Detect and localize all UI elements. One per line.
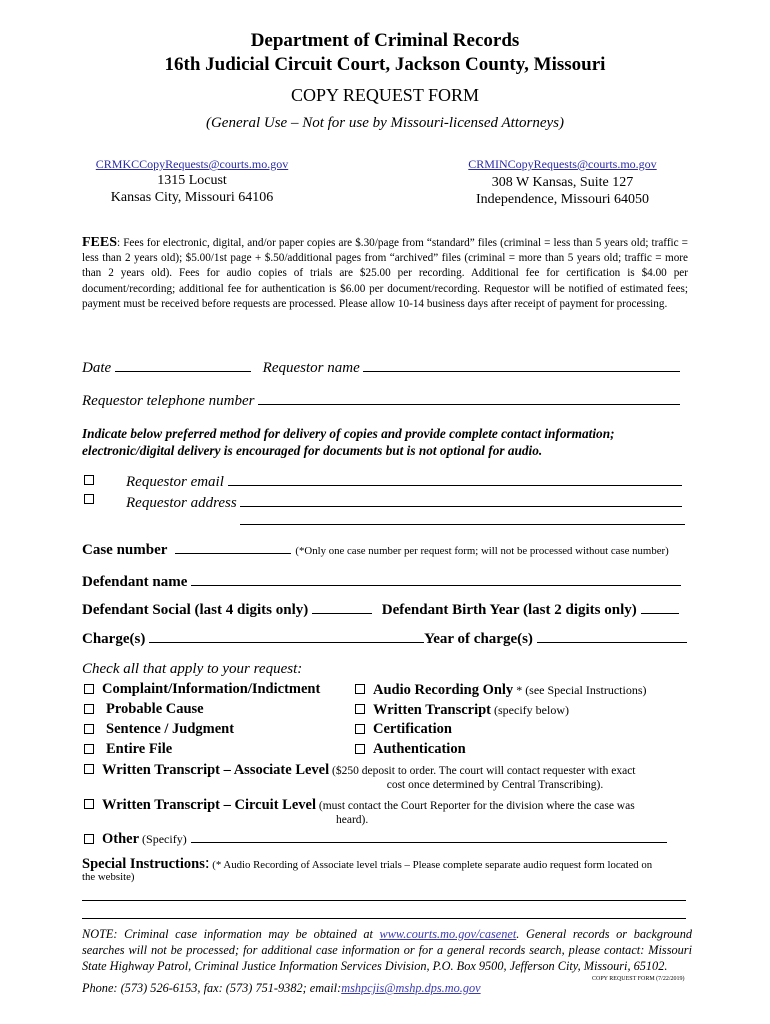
defendant-social-field[interactable]	[312, 600, 372, 614]
assoc-transcript-note: ($250 deposit to order. The court will contact requester with exact	[329, 765, 636, 777]
kc-street: 1315 Locust	[157, 173, 227, 188]
charges-row	[82, 629, 687, 648]
telephone-label: Requestor telephone number	[82, 393, 255, 409]
address-checkbox[interactable]	[84, 494, 94, 504]
email-row	[126, 472, 682, 491]
defendant-birth-field[interactable]	[641, 600, 679, 614]
form-title: COPY REQUEST FORM	[290, 85, 480, 105]
special-instructions-label: Special Instructions	[82, 856, 205, 872]
entire-file-label: Entire File	[106, 741, 173, 757]
telephone-row	[82, 391, 680, 410]
fees-paragraph	[82, 235, 688, 312]
written-transcript-note: (specify below)	[491, 703, 569, 717]
defendant-name-label: Defendant name	[82, 574, 188, 590]
sentence-label: Sentence / Judgment	[106, 721, 235, 737]
written-transcript-checkbox[interactable]	[355, 704, 365, 714]
probable-cause-checkbox[interactable]	[84, 704, 94, 714]
case-number-note: (*Only one case number per request form; will not be processed without case number)	[295, 545, 669, 557]
special-instructions-colon: :	[204, 853, 210, 872]
assoc-transcript-checkbox[interactable]	[84, 764, 94, 774]
kc-email-link[interactable]: CRMKCCopyRequests@courts.mo.gov	[95, 157, 289, 171]
department-title: Department of Criminal Records	[250, 30, 520, 51]
checklist-heading: Check all that apply to your request:	[82, 661, 303, 677]
assoc-transcript-note-2: cost once determined by Central Transcribing).	[386, 779, 604, 791]
note-paragraph	[82, 926, 692, 974]
assoc-transcript-item	[102, 761, 636, 779]
authentication-label: Authentication	[373, 741, 466, 757]
assoc-transcript-label: Written Transcript – Associate Level	[102, 762, 330, 778]
other-item	[102, 830, 667, 848]
special-instructions-text-2: the website)	[82, 871, 135, 883]
audio-recording-checkbox[interactable]	[355, 684, 365, 694]
requestor-name-label: Requestor name	[262, 360, 360, 376]
circuit-transcript-item	[102, 796, 635, 814]
special-instructions-line-2[interactable]	[82, 918, 686, 919]
defendant-id-row	[82, 600, 679, 619]
charges-label: Charge(s)	[82, 631, 146, 647]
complaint-label: Complaint/Information/Indictment	[102, 681, 321, 697]
ind-city: Independence, Missouri 64050	[475, 192, 650, 207]
charges-field[interactable]	[149, 629, 424, 643]
defendant-social-label: Defendant Social (last 4 digits only)	[82, 602, 309, 618]
email-field[interactable]	[228, 472, 682, 486]
email-checkbox[interactable]	[84, 475, 94, 485]
delivery-instructions: Indicate below preferred method for delivery of copies and provide complete contact information; electronic/digital delivery is encouraged for documents but is not optional for audio.	[82, 426, 615, 458]
special-instructions-line-1[interactable]	[82, 900, 686, 901]
sentence-checkbox[interactable]	[84, 724, 94, 734]
contact-phone: Phone: (573) 526-6153, fax: (573) 751-9382; email:	[82, 981, 342, 995]
written-transcript-item	[373, 701, 569, 719]
mshp-email-link[interactable]: mshpcjis@mshp.dps.mo.gov	[341, 981, 481, 995]
form-subtitle: (General Use – Not for use by Missouri-licensed Attorneys)	[205, 115, 564, 131]
defendant-name-field[interactable]	[191, 572, 681, 586]
authentication-checkbox[interactable]	[355, 744, 365, 754]
casenet-link[interactable]: www.courts.mo.gov/casenet	[379, 927, 517, 941]
note-suffix: . General records or background searches will not be processed; for additional case information or for a general records search, please contact: Missouri State Highway Patrol, Criminal Justice Information Services Division, P.O. Box 9500, Jefferson City, Missouri, 65102.	[82, 927, 692, 973]
email-label: Requestor email	[126, 474, 224, 490]
charge-year-label: Year of charge(s)	[424, 631, 533, 647]
charge-year-field[interactable]	[537, 629, 687, 643]
ind-street: 308 W Kansas, Suite 127	[491, 175, 634, 190]
circuit-transcript-label: Written Transcript – Circuit Level	[102, 797, 316, 813]
special-instructions-text: (* Audio Recording of Associate level trials – Please complete separate audio request form located on	[209, 859, 653, 871]
audio-recording-note: * (see Special Instructions)	[513, 683, 647, 697]
date-row	[82, 358, 680, 377]
other-note: (Specify)	[139, 832, 187, 846]
probable-cause-label: Probable Cause	[106, 701, 204, 717]
kansas-city-office	[82, 157, 302, 206]
audio-recording-item	[373, 681, 646, 699]
date-label: Date	[82, 360, 112, 376]
case-number-label: Case number	[82, 542, 168, 558]
fees-label: FEES	[82, 235, 118, 250]
contact-line	[82, 981, 481, 996]
address-row	[126, 493, 682, 512]
address-label: Requestor address	[126, 495, 237, 511]
requestor-name-field[interactable]	[363, 358, 680, 372]
circuit-transcript-note: (must contact the Court Reporter for the division where the case was	[315, 800, 635, 812]
kc-city: Kansas City, Missouri 64106	[110, 190, 274, 205]
other-label: Other	[102, 831, 140, 847]
case-number-row	[82, 540, 669, 559]
note-prefix: NOTE: Criminal case information may be obtained at	[82, 927, 380, 941]
ind-email-link[interactable]: CRMINCopyRequests@courts.mo.gov	[468, 157, 657, 171]
date-field[interactable]	[115, 358, 251, 372]
address-field[interactable]	[240, 493, 682, 507]
circuit-transcript-checkbox[interactable]	[84, 799, 94, 809]
independence-office	[450, 157, 675, 208]
defendant-name-row	[82, 572, 681, 591]
fees-text: : Fees for electronic, digital, and/or paper copies are $.30/page from “standard” files (criminal = less than 5 years old; traffic = less than 2 years old); $5.00/1st page + $.50/additional pages from “archived” files (criminal = more than 5 years old; traffic = more than 2 years old). Fees for audio copies of trials are $25.00 per recording. Additional fee for certification is $4.00 per document/recording; additional fee for authentication is $6.00 per document/recording. Requestor will be notified of estimated fees; payment must be received before requests are processed. Please allow 10-14 business days after receipt of payment for processing.	[82, 237, 688, 310]
form-version: COPY REQUEST FORM (7/22/2019)	[592, 976, 685, 982]
defendant-birth-label: Defendant Birth Year (last 2 digits only)	[381, 602, 637, 618]
certification-checkbox[interactable]	[355, 724, 365, 734]
entire-file-checkbox[interactable]	[84, 744, 94, 754]
case-number-field[interactable]	[175, 540, 291, 554]
audio-recording-label: Audio Recording Only	[373, 682, 514, 698]
telephone-field[interactable]	[258, 391, 680, 405]
certification-label: Certification	[373, 721, 452, 737]
address-field-line2[interactable]	[240, 524, 685, 525]
complaint-checkbox[interactable]	[84, 684, 94, 694]
other-checkbox[interactable]	[84, 834, 94, 844]
other-field[interactable]	[191, 831, 667, 843]
circuit-transcript-note-2: heard).	[336, 814, 369, 826]
court-title: 16th Judicial Circuit Court, Jackson County, Missouri	[164, 54, 606, 75]
written-transcript-label: Written Transcript	[373, 702, 492, 718]
special-instructions-row	[82, 853, 652, 873]
